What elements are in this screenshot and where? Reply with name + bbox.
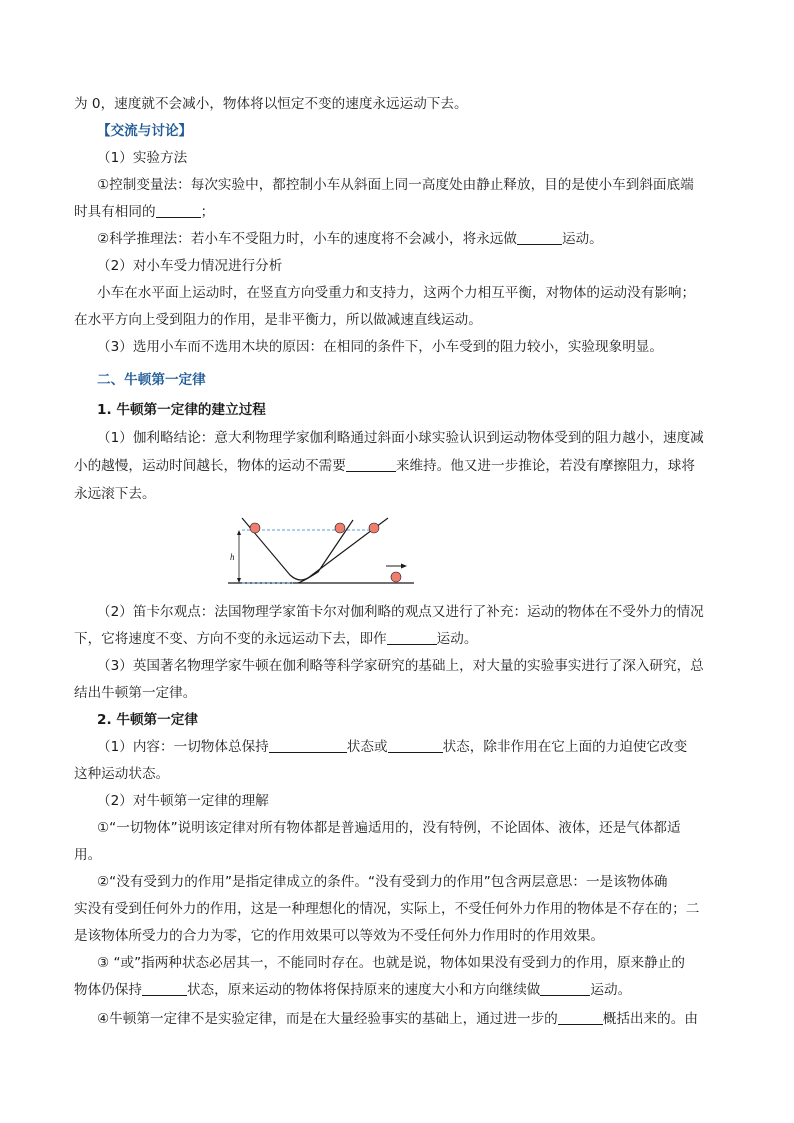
fill-blank[interactable] — [269, 738, 347, 753]
section-heading-newton-first-law: 二、牛顿第一定律 — [97, 372, 206, 388]
text-line: 在水平方向上受到阻力的作用，是非平衡力，所以做减速直线运动。 — [74, 312, 482, 328]
text-line: 结出牛顿第一定律。 — [74, 685, 197, 701]
text-segment: 运动。 — [562, 231, 603, 247]
galileo-incline-diagram — [228, 515, 428, 593]
text-line: （2）对小车受力情况进行分析 — [97, 258, 283, 274]
text-line: 为 0，速度就不会减小，物体将以恒定不变的速度永远运动下去。 — [74, 96, 468, 112]
ball-horizontal — [391, 572, 401, 582]
text-segment: 状态，原来运动的物体将保持原来的速度大小和方向继续做 — [186, 982, 541, 998]
fill-blank[interactable] — [388, 738, 443, 753]
incline-track-steep — [242, 518, 388, 580]
motion-arrowhead — [401, 564, 407, 569]
fill-blank[interactable] — [517, 230, 562, 245]
text-segment: 小的越慢，运动时间越长，物体的运动不需要 — [74, 458, 346, 474]
text-line — [74, 629, 724, 649]
text-segment: （1）内容：一切物体总保持 — [97, 739, 269, 755]
text-line: （3）英国著名物理学家牛顿在伽利略等科学家研究的基础上，对大量的实验事实进行了深入研究，总 — [97, 658, 704, 674]
text-line: 小车在水平面上运动时，在竖直方向受重力和支持力，这两个力相互平衡，对物体的运动没有影响； — [97, 285, 696, 301]
text-segment: ④牛顿第一定律不是实验定律，而是在大量经验事实的基础上，通过进一步的 — [97, 1011, 558, 1027]
section-heading-discussion: 【交流与讨论】 — [97, 123, 193, 139]
subsection-heading: 1. 牛顿第一定律的建立过程 — [97, 402, 266, 418]
text-line: （2）笛卡尔观点：法国物理学家笛卡尔对伽利略的观点又进行了补充：运动的物体在不受外力的情况 — [97, 604, 704, 620]
ball-start — [250, 523, 260, 533]
text-line — [74, 980, 724, 1000]
fill-blank[interactable] — [387, 630, 437, 645]
height-arrowhead-bottom — [237, 578, 241, 583]
text-line: ③ “或”指两种状态必居其一，不能同时存在。也就是说，物体如果没有受到力的作用，原来静止的 — [97, 955, 685, 971]
fill-blank[interactable] — [142, 981, 187, 996]
ball-steep-incline — [369, 523, 379, 533]
text-segment: 来维持。他又进一步推论，若没有摩擦阻力，球将 — [395, 458, 695, 474]
text-line: （3）选用小车而不选用木块的原因：在相同的条件下，小车受到的阻力较小，实验现象明显。 — [97, 339, 663, 355]
fill-blank[interactable] — [540, 981, 590, 996]
fill-blank[interactable] — [156, 203, 201, 218]
text-line: 实没有受到任何外力的作用，这是一种理想化的情况，实际上，不受任何外力作用的物体是不存在的；二 — [74, 901, 700, 917]
text-segment: 下，它将速度不变、方向不变的永远运动下去，即作 — [74, 631, 387, 647]
text-line — [74, 202, 724, 222]
text-segment: 概括出来的。由 — [602, 1011, 698, 1027]
text-line — [97, 737, 724, 757]
fill-blank[interactable] — [558, 1010, 603, 1025]
text-line: ②“没有受到力的作用”是指定律成立的条件。“没有受到力的作用”包含两层意思：一是该物体确 — [97, 874, 668, 890]
text-line: （1）伽利略结论：意大利物理学家伽利略通过斜面小球实验认识到运动物体受到的阻力越小，速度减 — [97, 430, 704, 446]
text-segment: ； — [200, 204, 215, 220]
text-line: （1）实验方法 — [97, 150, 188, 166]
text-line: ①“一切物体”说明该定律对所有物体都是普遍适用的，没有特例，不论固体、液体，还是气体都适 — [97, 820, 681, 836]
text-line — [97, 1009, 724, 1029]
ball-gentle-incline — [335, 523, 345, 533]
text-segment: 状态，除非作用在它上面的力迫使它改变 — [442, 739, 688, 755]
text-line: 用。 — [74, 847, 102, 863]
text-line: ①控制变量法：每次实验中，都控制小车从斜面上同一高度处由静止释放，目的是使小车到斜面底端 — [97, 177, 694, 193]
fill-blank[interactable] — [346, 457, 396, 472]
height-arrowhead-top — [237, 530, 241, 535]
text-segment: ②科学推理法：若小车不受阻力时，小车的速度将不会减小，将永远做 — [97, 231, 517, 247]
subsection-heading: 2. 牛顿第一定律 — [97, 712, 198, 728]
height-label: h — [230, 552, 235, 562]
text-line: 这种运动状态。 — [74, 766, 170, 782]
text-segment: 状态或 — [346, 739, 388, 755]
text-line — [97, 229, 724, 249]
text-line: （2）对牛顿第一定律的理解 — [97, 793, 269, 809]
text-segment: 时具有相同的 — [74, 204, 156, 220]
text-segment: 运动。 — [436, 631, 478, 647]
text-line: 永远滚下去。 — [74, 486, 156, 502]
text-segment: 运动。 — [590, 982, 632, 998]
text-line: 是该物体所受力的合力为零，它的作用效果可以等效为不受任何外力作用时的作用效果。 — [74, 928, 605, 944]
text-line — [74, 456, 724, 476]
text-segment: 物体仍保持 — [74, 982, 142, 998]
